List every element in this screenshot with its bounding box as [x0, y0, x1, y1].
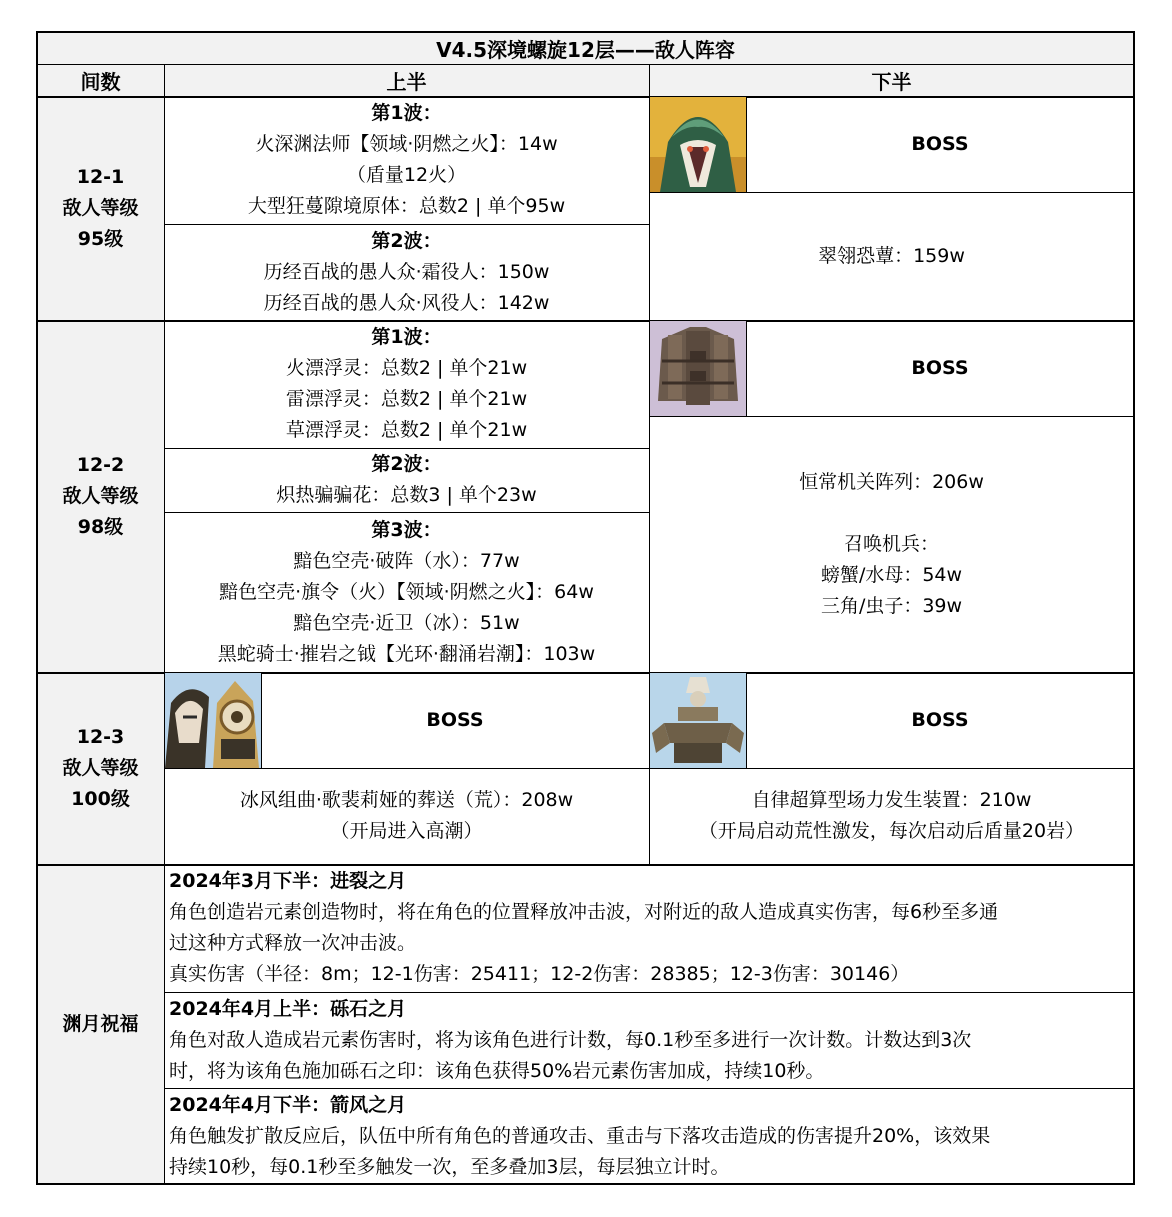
enemy-line: 黯色空壳·近卫（冰）：51w [293, 611, 520, 634]
wave-cell [164, 448, 649, 512]
enemy-line: 冰风组曲·歌裴莉娅的葬送（荒）：208w [239, 789, 574, 811]
boss-label: BOSS [911, 132, 969, 155]
wave-title: 第2波： [371, 453, 442, 475]
boss-label: BOSS [911, 356, 969, 379]
enemy-line: 召唤机兵： [843, 532, 939, 555]
floor-name: 12-3 [76, 725, 125, 748]
enemy-line: 三角/虫子：39w [820, 594, 963, 617]
header-room: 间数 [80, 69, 121, 94]
floor-name: 12-1 [76, 165, 125, 188]
enemy-line: 黑蛇骑士·摧岩之钺【光环·翻涌岩潮】：103w [217, 642, 596, 665]
enemy-line: 历经百战的愚人众·霜役人：150w [263, 260, 550, 283]
wave-title: 第3波： [371, 518, 442, 541]
blessing-title: 2024年4月上半：砾石之月 [169, 998, 407, 1020]
floor-level: 100级 [71, 787, 130, 810]
blessing-title: 2024年3月下半：进裂之月 [169, 870, 407, 892]
header-lower: 下半 [871, 69, 912, 94]
verdant-mushroom-boss-portrait [650, 97, 746, 192]
enemy-line: （盾量12火） [346, 164, 467, 186]
enemy-line: 火漂浮灵：总数2 | 单个21w [285, 357, 528, 379]
ruin-array-boss-portrait [650, 321, 746, 416]
boss-hp-cell [649, 768, 1134, 864]
enemy-line: 黯色空壳·旗令（火）【领域·阴燃之火】：64w [219, 580, 594, 603]
blessing-title: 2024年4月下半：箭风之月 [169, 1094, 407, 1116]
wave-cell [164, 96, 649, 224]
enemy-line: 草漂浮灵：总数2 | 单个21w [285, 419, 528, 441]
floor-level: 98级 [77, 515, 124, 538]
blessing-line: 角色创造岩元素创造物时，将在角色的位置释放冲击波，对附近的敌人造成真实伤害，每6秒至多通 [169, 901, 999, 923]
floor-level-label: 敌人等级 [62, 484, 139, 507]
enemy-line: 恒常机关阵列：206w [799, 470, 984, 493]
floor-name: 12-2 [76, 453, 125, 476]
enemy-line: 翠翎恐蕈：159w [818, 244, 965, 267]
enemy-line: （开局进入高潮） [330, 820, 483, 842]
boss-label: BOSS [911, 708, 969, 731]
blessing-line: 时，将为该角色施加砾石之印：该角色获得50%岩元素伤害加成，持续10秒。 [169, 1060, 825, 1082]
blessing-line: 角色对敌人造成岩元素伤害时，将为该角色进行计数，每0.1秒至多进行一次计数。计数达到3次 [169, 1029, 972, 1051]
enemy-line: 大型狂蔓隙境原体：总数2 | 单个95w [247, 195, 566, 217]
ice-wind-suite-boss-portrait [165, 673, 261, 768]
floor-level-label: 敌人等级 [62, 196, 139, 219]
blessing-line: 过这种方式释放一次冲击波。 [169, 932, 417, 954]
wave-title: 第1波： [371, 102, 442, 124]
boss-hp-cell [649, 192, 1134, 320]
blessing-label: 渊月祝福 [62, 1012, 139, 1035]
enemy-line: 炽热骗骗花：总数3 | 单个23w [276, 484, 537, 506]
floor-level-label: 敌人等级 [62, 756, 139, 779]
enemy-line: （开局启动荒性激发，每次启动后盾量20岩） [698, 820, 1085, 842]
wave-title: 第1波： [371, 326, 442, 348]
enemy-line: 螃蟹/水母：54w [820, 563, 963, 586]
blessing-line: 真实伤害（半径：8m；12-1伤害：25411；12-2伤害：28385；12-3伤害：30146） [169, 963, 910, 985]
enemy-line: 黯色空壳·破阵（水）：77w [293, 549, 520, 572]
blessing-line: 角色触发扩散反应后，队伍中所有角色的普通攻击、重击与下落攻击造成的伤害提升20%，该效果 [169, 1125, 991, 1147]
wave-title: 第2波： [371, 229, 442, 252]
wave-cell [164, 320, 649, 448]
floor-12-1-label [37, 96, 164, 320]
wave-cell [164, 224, 649, 320]
blessing-line: 持续10秒，每0.1秒至多触发一次，至多叠加3层，每层独立计时。 [169, 1156, 730, 1178]
enemy-line: 自律超算型场力发生装置：210w [751, 789, 1032, 811]
page-title: V4.5深境螺旋12层——敌人阵容 [436, 37, 735, 62]
boss-label: BOSS [426, 708, 484, 731]
header-upper: 上半 [386, 69, 427, 94]
blessing-label-cell [37, 864, 164, 1184]
floor-12-2-label [37, 320, 164, 672]
floor-level: 95级 [77, 227, 124, 250]
wave-cell [164, 512, 649, 672]
boss-hp-cell [164, 768, 649, 864]
floor-12-3-label [37, 672, 164, 864]
enemy-line: 雷漂浮灵：总数2 | 单个21w [285, 388, 528, 410]
enemy-line: 火深渊法师【领域·阴燃之火】：14w [255, 133, 558, 155]
enemy-line: 历经百战的愚人众·风役人：142w [263, 291, 550, 314]
field-generator-boss-portrait [650, 673, 746, 768]
boss-hp-cell [649, 416, 1134, 672]
